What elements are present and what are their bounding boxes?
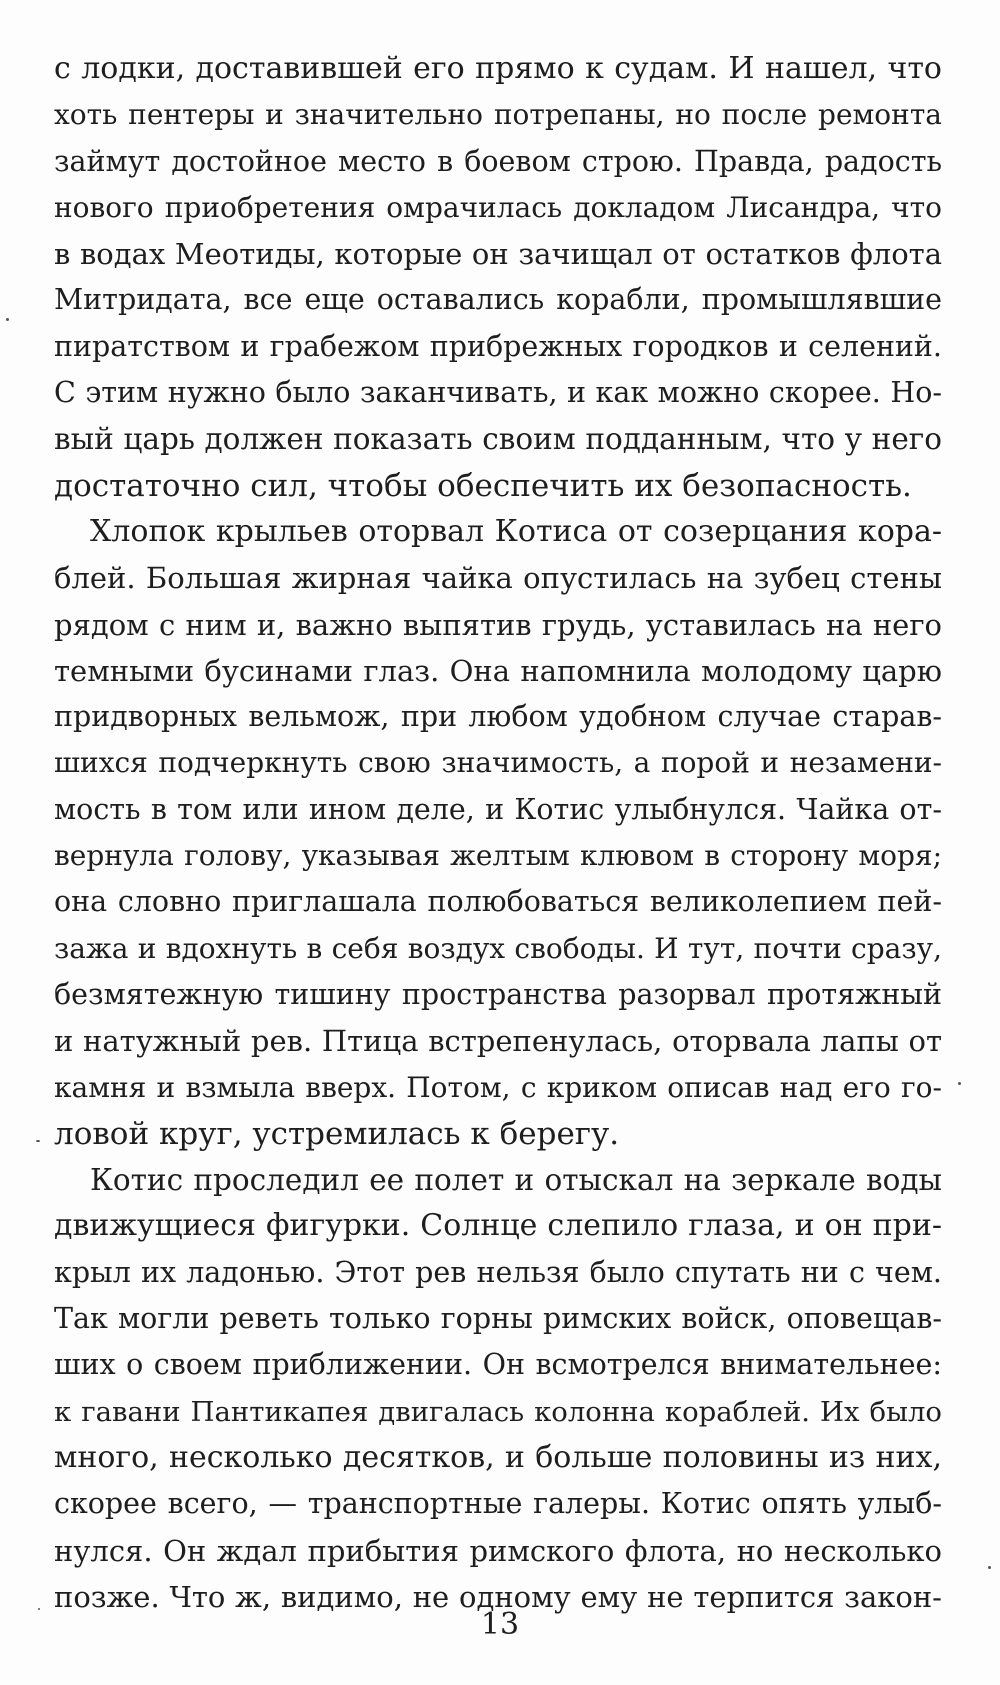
text-line: рядом с ним и, важно выпятив грудь, уставилась на него bbox=[54, 607, 942, 642]
text-line: С этим нужно было заканчивать, и как можно скорее. Но- bbox=[54, 376, 942, 410]
paragraph bbox=[54, 46, 942, 509]
text-line: скорее всего, — транспортные галеры. Котис опять улыб- bbox=[54, 1487, 942, 1521]
text-line: Котис проследил ее полет и отыскал на зеркале воды bbox=[90, 1163, 942, 1198]
paragraph bbox=[54, 1157, 942, 1620]
text-line: ловой круг, устремилась к берегу. bbox=[54, 1115, 620, 1152]
body-text bbox=[54, 46, 942, 1620]
text-line: с лодки, доставившей его прямо к судам. И нашел, что bbox=[54, 51, 942, 86]
paragraph bbox=[54, 509, 942, 1157]
text-line: много, несколько десятков, и больше половины из них, bbox=[54, 1439, 942, 1475]
text-line: вый царь должен показать своим подданным, что у него bbox=[54, 422, 942, 457]
text-line: крыл их ладонью. Этот рев нельзя было спутать ни с чем. bbox=[54, 1255, 942, 1289]
text-line: хоть пентеры и значительно потрепаны, но после ремонта bbox=[54, 98, 942, 132]
text-line: к гавани Пантикапея двигалась колонна кораблей. Их было bbox=[54, 1395, 942, 1428]
scan-speck bbox=[988, 1566, 991, 1569]
text-line: зажа и вдохнуть в себя воздух свободы. И тут, почти сразу, bbox=[54, 931, 942, 965]
text-line: шихся подчеркнуть свою значимость, а порой и незамени- bbox=[54, 746, 942, 780]
text-line: движущиеся фигурки. Солнце слепило глаза, и он при- bbox=[54, 1208, 942, 1244]
text-line: Так могли реветь только горны римских войск, оповещав- bbox=[54, 1302, 942, 1336]
text-line: ших о своем приближении. Он всмотрелся внимательнее: bbox=[54, 1348, 942, 1382]
text-line: темными бусинами глаз. Она напомнила молодому царю bbox=[54, 653, 942, 688]
scan-speck bbox=[38, 1608, 40, 1610]
text-line: камня и взмыла вверх. Потом, с криком описав над его го- bbox=[54, 1070, 942, 1104]
text-line: мость в том или ином деле, и Котис улыбнулся. Чайка от- bbox=[54, 792, 942, 826]
text-line: блей. Большая жирная чайка опустилась на зубец стены bbox=[54, 561, 942, 596]
text-line: Митридата, все еще оставались корабли, промышлявшие bbox=[54, 283, 942, 317]
text-line: нулся. Он ждал прибытия римского флота, но несколько bbox=[54, 1533, 942, 1568]
text-line: позже. Что ж, видимо, не одному ему не терпится закон- bbox=[54, 1579, 942, 1614]
text-line: безмятежную тишину пространства разорвал протяжный bbox=[54, 977, 942, 1011]
scan-speck bbox=[36, 1140, 40, 1142]
text-line: придворных вельмож, при любом удобном случае старав- bbox=[54, 700, 942, 734]
text-line: вернула голову, указывая желтым клювом в сторону моря; bbox=[54, 839, 942, 873]
text-line: нового приобретения омрачилась докладом Лисандра, что bbox=[54, 190, 942, 224]
scan-speck bbox=[958, 1082, 961, 1085]
text-line: пиратством и грабежом прибрежных городков и селений. bbox=[54, 329, 942, 363]
text-line: достаточно сил, чтобы обеспечить их безопасность. bbox=[54, 467, 912, 504]
page-number: 13 bbox=[480, 1607, 520, 1642]
text-line: она словно приглашала полюбоваться великолепием пей- bbox=[54, 885, 942, 919]
text-line: займут достойное место в боевом строю. Правда, радость bbox=[54, 144, 942, 178]
scan-speck bbox=[6, 318, 9, 321]
text-line: и натужный рев. Птица встрепенулась, оторвала лапы от bbox=[54, 1024, 942, 1059]
text-line: в водах Меотиды, которые он зачищал от остатков флота bbox=[54, 237, 942, 272]
text-line: Хлопок крыльев оторвал Котиса от созерцания кора- bbox=[90, 513, 942, 549]
